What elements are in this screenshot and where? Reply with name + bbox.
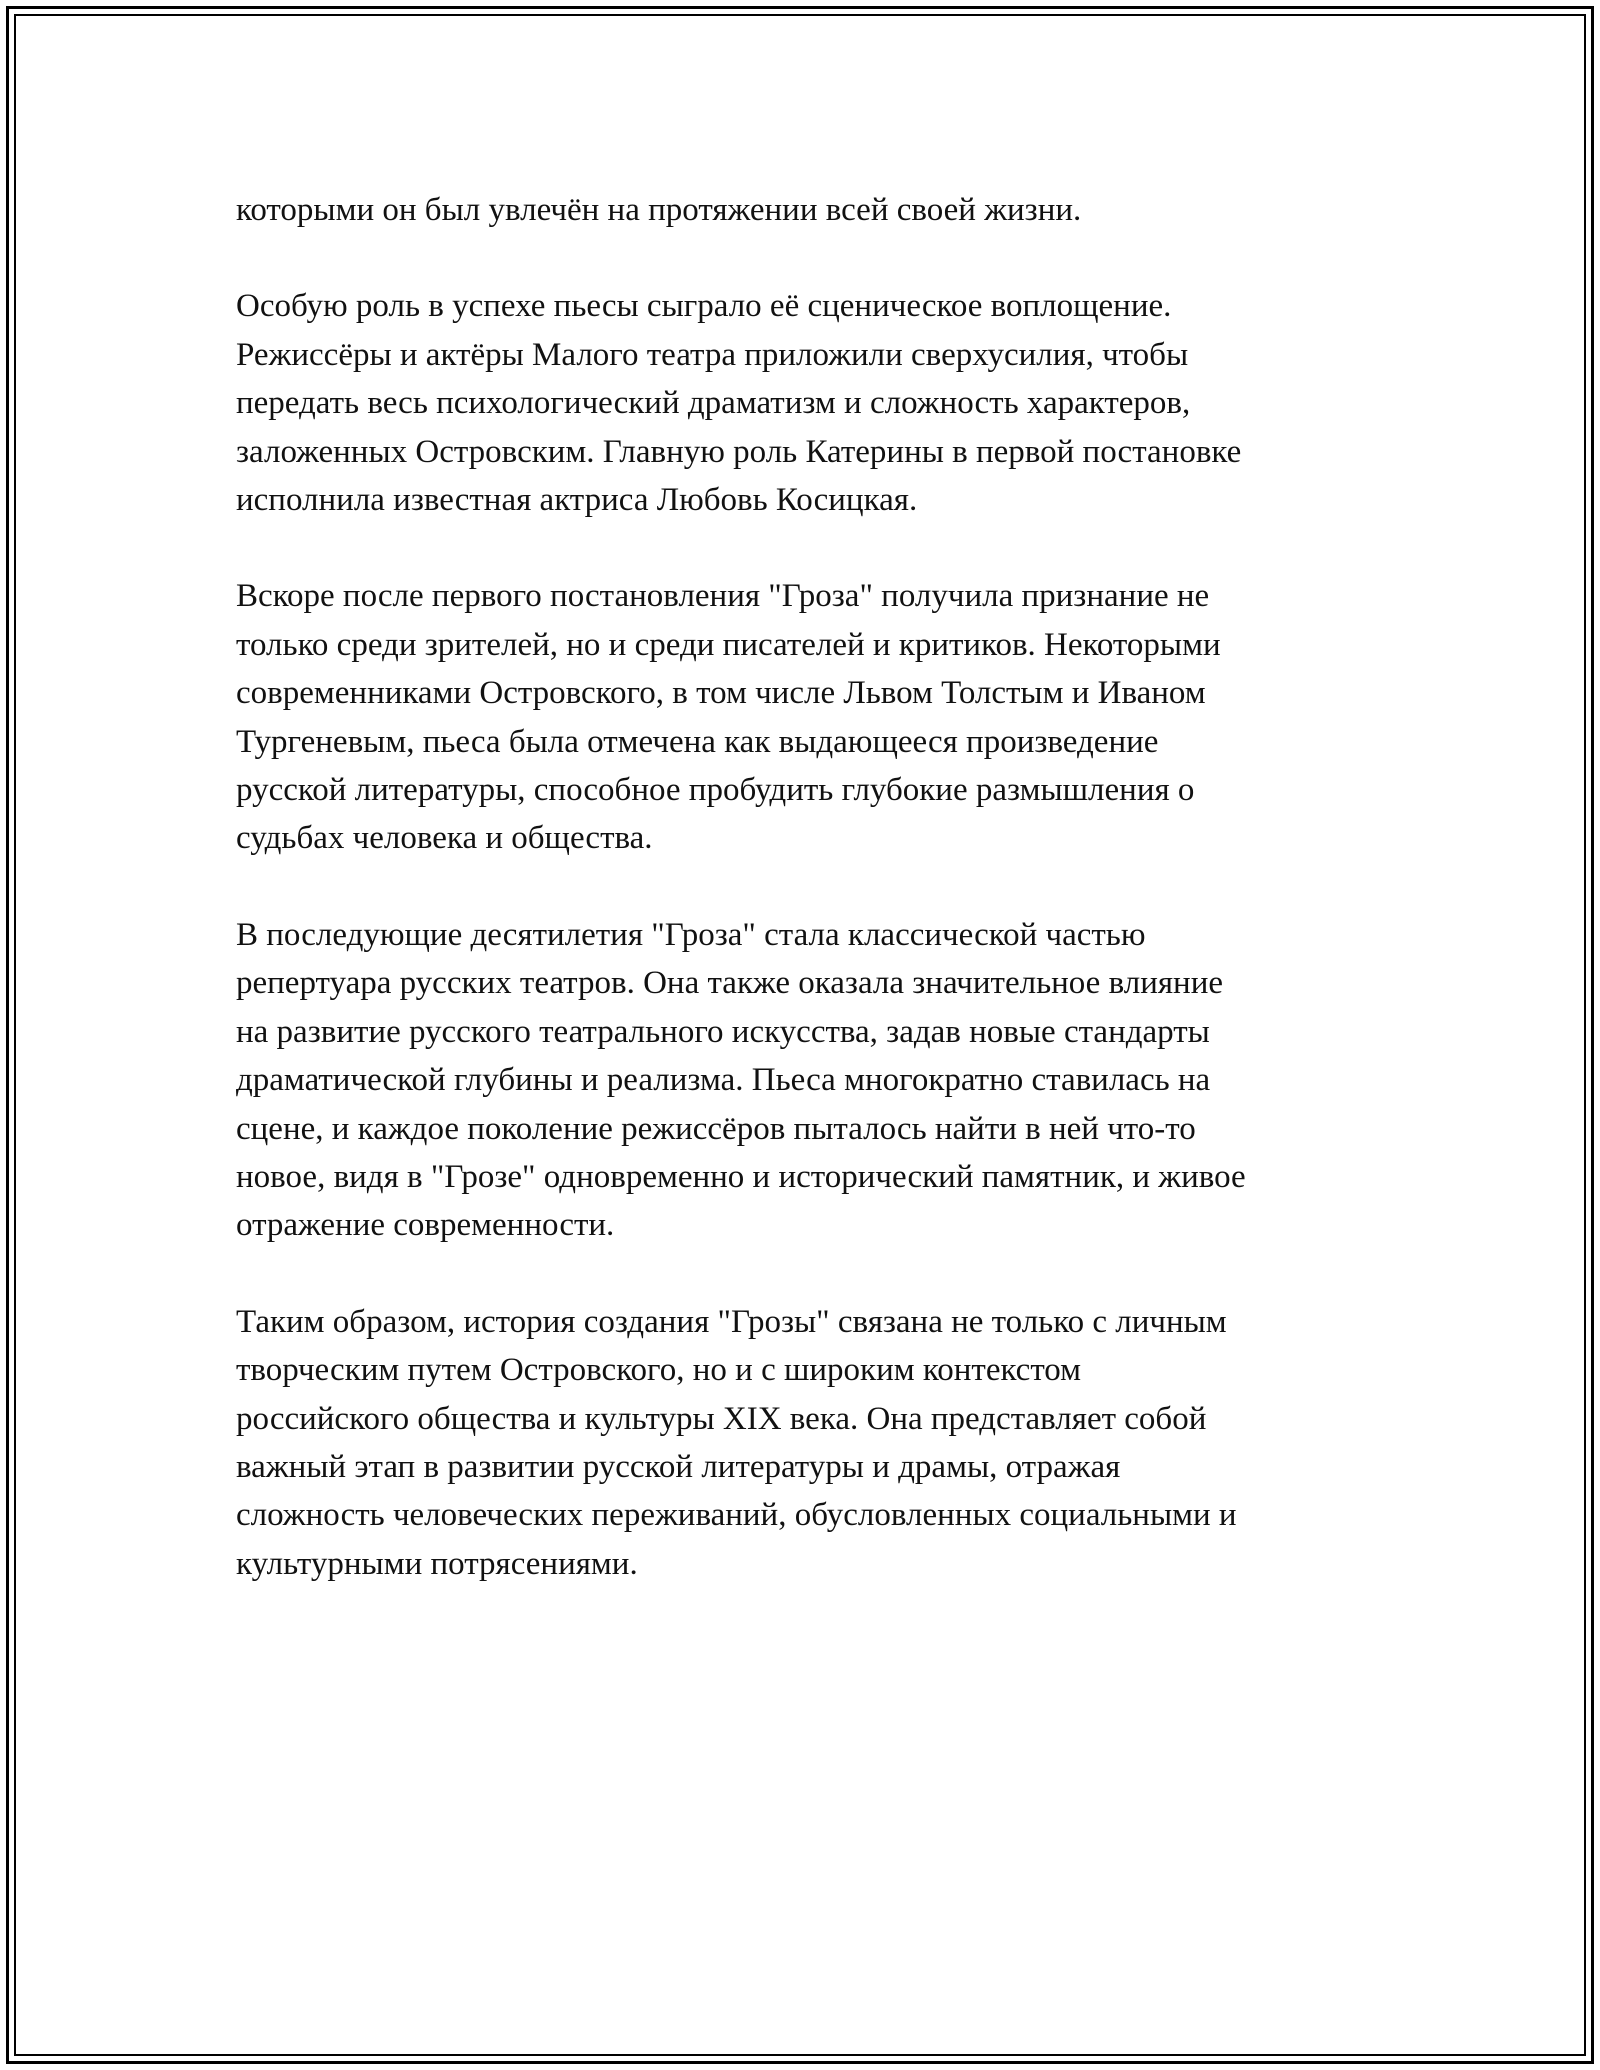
paragraph-5: Таким образом, история создания "Грозы" связана не только с личным творческим путем Островского, но и с широким контекстом российского общества и культуры XIX века. Она представляет собой важный этап в развитии русской литературы и драмы, отражая сложность человеческих переживаний, обусловленных социальными и культурными потрясениями. xyxy=(236,1303,1237,1582)
paragraph-3: Вскоре после первого постановления "Гроза" получила признание не только среди зрителей, но и среди писателей и критиков. Некоторыми современниками Островского, в том числе Львом Толстым и Иваном Тургеневым, пьеса была отмечена как выдающееся произведение русской литературы, способное пробудить глубокие размышления о судьбах человека и общества. xyxy=(236,578,1221,857)
paragraph-1: которыми он был увлечён на протяжении всей своей жизни. xyxy=(236,192,1082,228)
paragraph-4: В последующие десятилетия "Гроза" стала классической частью репертуара русских театров. Она также оказала значительное влияние на развитие русского театрального искусства, задав новые стандарты драматической глубины и реализма. Пьеса многократно ставилась на сцене, и каждое поколение режиссёров пыталось найти в ней что-то новое, видя в "Грозе" одновременно и исторический памятник, и живое отражение современности. xyxy=(236,916,1246,1244)
document-body xyxy=(236,186,1371,1636)
paragraph-2: Особую роль в успехе пьесы сыграло её сценическое воплощение. Режиссёры и актёры Малого театра приложили сверхусилия, чтобы передать весь психологический драматизм и сложность характеров, заложенных Островским. Главную роль Катерины в первой постановке исполнила известная актриса Любовь Косицкая. xyxy=(236,288,1242,519)
